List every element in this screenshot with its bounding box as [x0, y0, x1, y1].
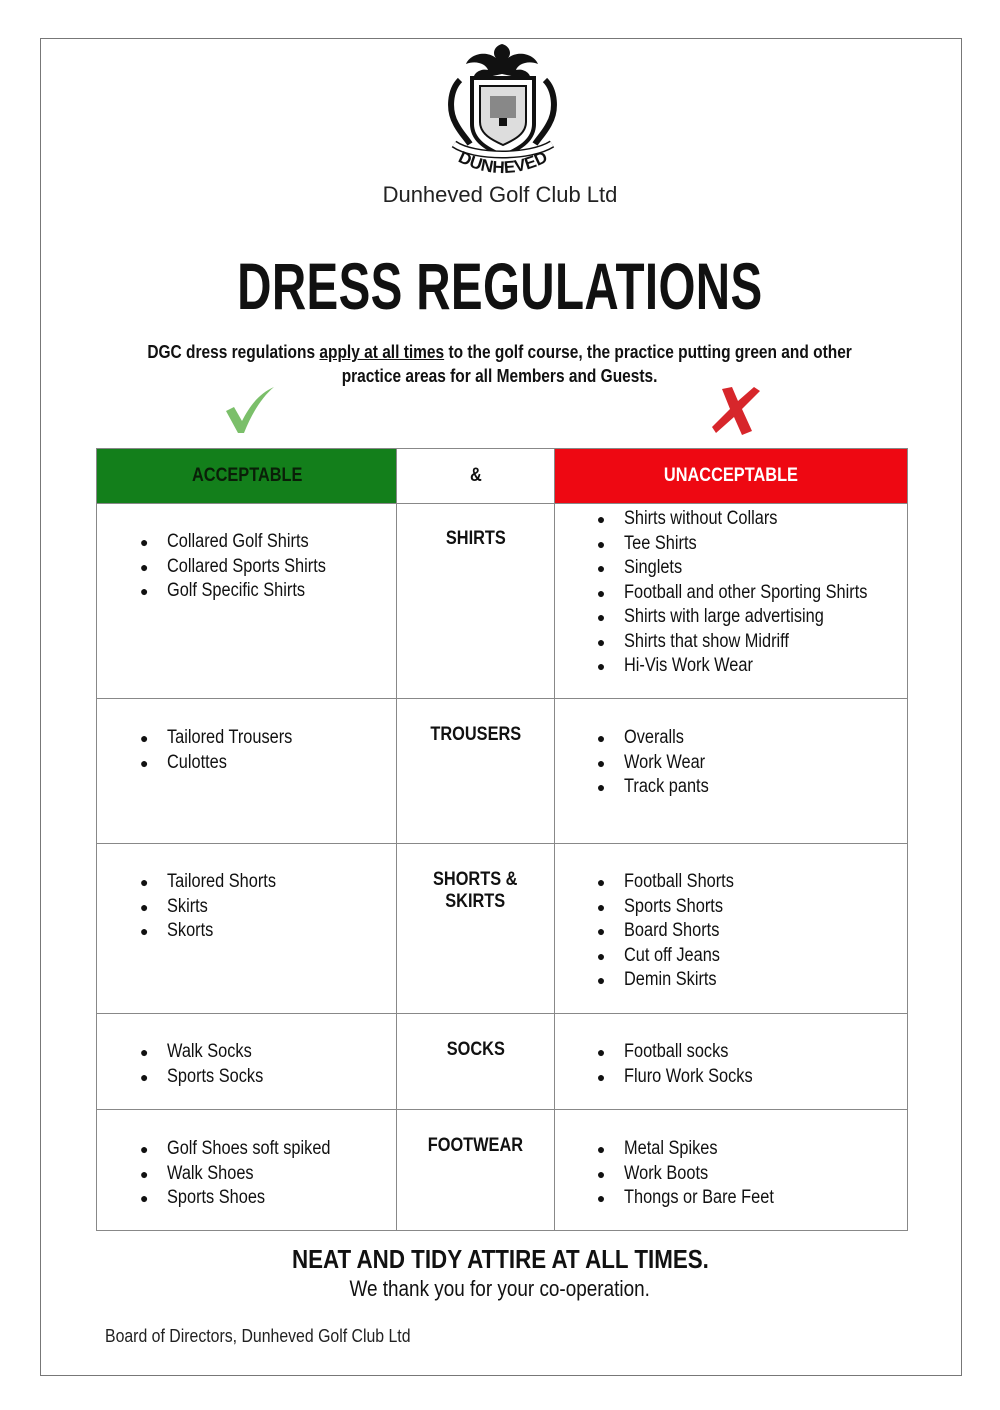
category-label — [397, 699, 554, 844]
list-item-text: Skirts — [167, 895, 208, 917]
list-item — [140, 895, 396, 920]
list-item-text: Thongs or Bare Feet — [623, 1187, 774, 1208]
bullet-icon: ● — [140, 923, 149, 939]
list-item-text: Football Shorts — [623, 871, 734, 892]
acceptable-cell — [97, 504, 397, 699]
intro-underlined: apply at all times — [319, 342, 445, 362]
bullet-icon: ● — [596, 779, 606, 795]
list-item — [596, 605, 907, 630]
list-item-text: Collared Golf Shirts — [167, 531, 309, 552]
table-row — [97, 1014, 908, 1110]
table-row — [97, 1110, 908, 1231]
header-unacceptable: UNACCEPTABLE — [554, 449, 907, 504]
list-item-text: Culottes — [167, 751, 227, 773]
page-title: DRESS REGULATIONS — [237, 249, 763, 323]
list-item — [596, 581, 907, 606]
list-item — [596, 556, 907, 581]
bullet-icon: ● — [140, 874, 149, 890]
bullet-icon: ● — [596, 1044, 606, 1060]
bullet-icon: ● — [140, 534, 149, 550]
bullet-icon: ● — [596, 947, 606, 964]
table-row — [97, 504, 908, 699]
list-item-text: Football socks — [623, 1041, 729, 1062]
list-item — [140, 1162, 396, 1187]
bullet-icon: ● — [596, 535, 606, 552]
list-item — [596, 507, 907, 532]
closing-statement: NEAT AND TIDY ATTIRE AT ALL TIMES. — [291, 1244, 709, 1274]
intro-line2: practice areas for all Members and Guests. — [342, 366, 658, 386]
bullet-icon: ● — [596, 609, 606, 625]
bullet-icon: ● — [140, 1190, 149, 1206]
header-acceptable: ACCEPTABLE — [97, 449, 397, 504]
list-item — [596, 654, 907, 679]
list-item-text: Shirts without Collars — [623, 508, 778, 529]
list-item — [596, 726, 907, 751]
list-item — [596, 870, 907, 895]
list-item-text: Track pants — [623, 776, 709, 797]
acceptable-list — [140, 530, 396, 604]
list-item — [596, 944, 907, 969]
bullet-icon: ● — [596, 972, 606, 988]
list-item — [596, 968, 907, 993]
bullet-icon: ● — [596, 730, 606, 746]
thanks-text: We thank you for your co-operation. — [349, 1276, 651, 1301]
list-item — [596, 919, 907, 944]
bullet-icon: ● — [596, 511, 606, 527]
list-item-text: Collared Sports Shirts — [167, 555, 326, 577]
header-middle: & — [397, 449, 554, 504]
list-item — [596, 1065, 907, 1090]
bullet-icon: ● — [140, 1141, 149, 1157]
acceptable-list — [140, 1137, 396, 1211]
list-item-text: Tailored Shorts — [167, 871, 276, 892]
intro-text — [0, 340, 1000, 388]
list-item-text: Work Boots — [623, 1162, 709, 1184]
list-item-text: Fluro Work Socks — [623, 1065, 753, 1087]
bullet-icon: ● — [596, 1190, 606, 1206]
list-item — [140, 919, 396, 944]
unacceptable-cell — [554, 1110, 907, 1231]
list-item-text: Golf Shoes soft spiked — [167, 1138, 331, 1159]
list-item — [596, 532, 907, 557]
list-item — [596, 630, 907, 655]
list-item — [596, 1186, 907, 1211]
acceptable-cell — [97, 844, 397, 1014]
acceptable-list — [140, 1040, 396, 1089]
table-row — [97, 699, 908, 844]
svg-text:DUNHEVED: DUNHEVED — [455, 147, 551, 178]
acceptable-list — [140, 726, 396, 775]
list-item-text: Work Wear — [623, 751, 706, 773]
list-item-text: Shirts with large advertising — [623, 606, 824, 627]
list-item — [140, 1040, 396, 1065]
table-row — [97, 844, 908, 1014]
bullet-icon: ● — [596, 633, 606, 650]
list-item — [596, 1137, 907, 1162]
unacceptable-list — [596, 1137, 907, 1211]
list-item — [140, 726, 396, 751]
list-item-text: Shirts that show Midriff — [623, 630, 789, 652]
bullet-icon: ● — [596, 1165, 606, 1182]
intro-part1: DGC dress regulations — [147, 342, 320, 362]
acceptable-cell — [97, 699, 397, 844]
list-item-text: Skorts — [167, 920, 214, 941]
list-item-text: Tailored Trousers — [167, 727, 293, 748]
category-label — [397, 1014, 554, 1110]
list-item-text: Golf Specific Shirts — [167, 580, 306, 601]
category-text: SHIRTS — [445, 528, 506, 549]
bullet-icon: ● — [596, 923, 606, 939]
list-item-text: Overalls — [623, 727, 684, 748]
bullet-icon: ● — [140, 730, 149, 746]
list-item — [140, 530, 396, 555]
bullet-icon: ● — [140, 754, 149, 771]
bullet-icon: ● — [140, 558, 149, 575]
list-item — [140, 870, 396, 895]
unacceptable-list — [596, 726, 907, 800]
bullet-icon: ● — [596, 874, 606, 890]
bullet-icon: ● — [140, 1068, 149, 1085]
list-item-text: Football and other Sporting Shirts — [623, 581, 868, 603]
list-item-text: Sports Socks — [167, 1065, 264, 1087]
list-item-text: Demin Skirts — [623, 969, 717, 990]
list-item-text: Walk Shoes — [167, 1162, 254, 1184]
list-item — [140, 751, 396, 776]
list-item — [140, 1186, 396, 1211]
bullet-icon: ● — [596, 1068, 606, 1085]
unacceptable-list — [596, 507, 907, 679]
category-text: SHORTS & SKIRTS — [433, 869, 518, 912]
category-label — [397, 504, 554, 699]
checkmark-icon — [222, 385, 278, 435]
list-item-text: Singlets — [623, 557, 683, 578]
list-item — [596, 895, 907, 920]
list-item-text: Metal Spikes — [623, 1138, 718, 1159]
signature: Board of Directors, Dunheved Golf Club Ltd — [105, 1326, 411, 1346]
bullet-icon: ● — [140, 1044, 149, 1060]
list-item-text: Sports Shorts — [623, 895, 723, 917]
category-text: TROUSERS — [430, 724, 522, 745]
list-item — [140, 555, 396, 580]
bullet-icon: ● — [596, 898, 606, 915]
list-item-text: Tee Shirts — [623, 532, 697, 554]
dress-regulations-table — [96, 448, 908, 1231]
unacceptable-cell — [554, 844, 907, 1014]
intro-part2: to the golf course, the practice putting green and other — [444, 342, 853, 362]
list-item — [596, 1162, 907, 1187]
unacceptable-list — [596, 870, 907, 993]
bullet-icon: ● — [596, 1141, 606, 1157]
bullet-icon: ● — [140, 1165, 149, 1182]
bullet-icon: ● — [596, 658, 606, 674]
list-item — [140, 1137, 396, 1162]
list-item-text: Walk Socks — [167, 1041, 252, 1062]
list-item-text: Board Shorts — [623, 920, 720, 941]
unacceptable-cell — [554, 504, 907, 699]
bullet-icon: ● — [596, 584, 606, 601]
list-item — [596, 751, 907, 776]
list-item — [596, 775, 907, 800]
unacceptable-cell — [554, 1014, 907, 1110]
acceptable-list — [140, 870, 396, 944]
unacceptable-cell — [554, 699, 907, 844]
list-item — [140, 579, 396, 604]
bullet-icon: ● — [140, 898, 149, 915]
club-name: Dunheved Golf Club Ltd — [382, 182, 618, 207]
acceptable-cell — [97, 1014, 397, 1110]
club-crest-logo — [440, 40, 565, 180]
bullet-icon: ● — [596, 754, 606, 771]
category-label — [397, 844, 554, 1014]
unacceptable-list — [596, 1040, 907, 1089]
list-item-text: Hi-Vis Work Wear — [623, 655, 753, 676]
category-text: FOOTWEAR — [428, 1135, 524, 1156]
category-label — [397, 1110, 554, 1231]
bullet-icon: ● — [140, 583, 149, 599]
bullet-icon: ● — [596, 560, 606, 576]
cross-icon — [708, 385, 764, 435]
list-item-text: Cut off Jeans — [623, 944, 720, 966]
category-text: SOCKS — [446, 1039, 505, 1060]
list-item — [596, 1040, 907, 1065]
list-item — [140, 1065, 396, 1090]
acceptable-cell — [97, 1110, 397, 1231]
list-item-text: Sports Shoes — [167, 1187, 266, 1208]
